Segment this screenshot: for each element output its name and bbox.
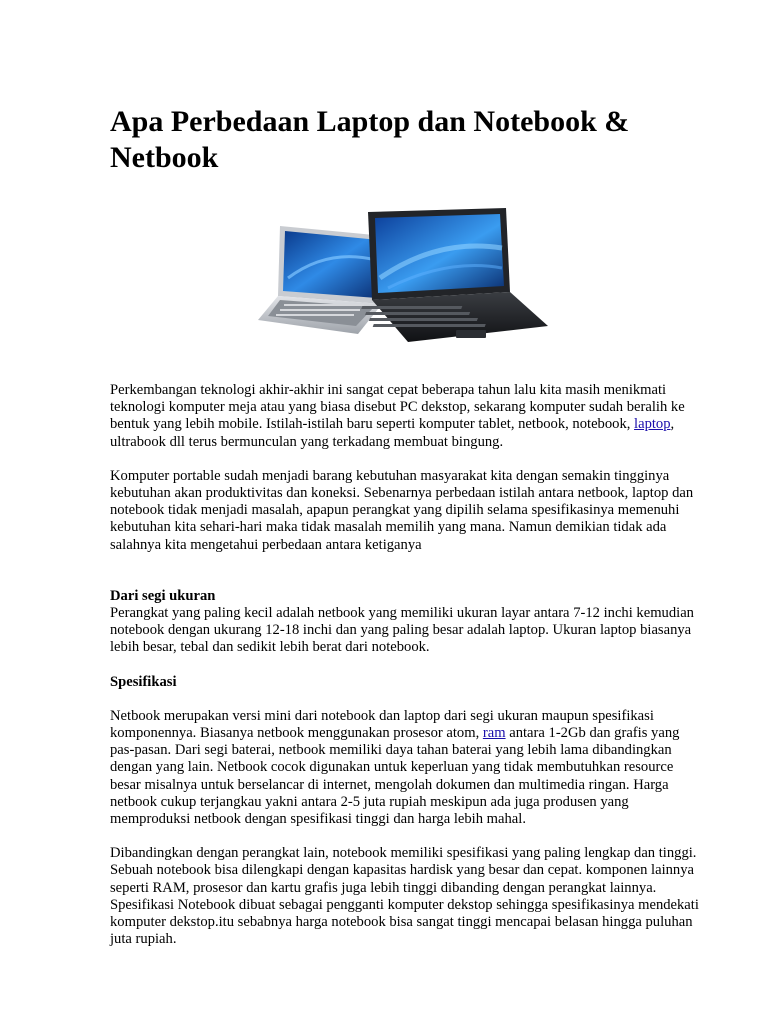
spec-heading: Spesifikasi (110, 673, 177, 690)
document-page (110, 104, 700, 948)
netbook-spec-paragraph (110, 708, 700, 828)
portable-paragraph: Komputer portable sudah menjadi barang kebutuhan masyarakat kita dengan semakin tingginya kebutuhan akan produktivitas dan koneksi. Sebenarnya perbedaan istilah antara netbook, laptop dan notebook tidak menjadi masalah, apapun perangkat yang dipilih selama spesifikasinya memenuhi kebutuhan kita sehari-hari maka tidak masalah memilih yang mana. Namun demikian tidak ada salahnya kita mengetahui perbedaan antara ketiganya (110, 467, 694, 553)
intro-text-after: , ultrabook dll terus bermunculan yang terkadang membuat bingung. (110, 416, 675, 450)
size-heading: Dari segi ukuran (110, 587, 216, 604)
netbook-text-before: Netbook merupakan versi mini dari notebook dan laptop dari segi ukuran maupun spesifikasi komponennya. Biasanya netbook menggunakan prosesor atom, (110, 707, 654, 742)
netbook-graphic (258, 226, 384, 334)
intro-paragraph (110, 382, 700, 451)
page-title: Apa Perbedaan Laptop dan Notebook & Netbook (110, 105, 630, 174)
ram-link[interactable]: ram (482, 725, 506, 742)
size-paragraph: Perangkat yang paling kecil adalah netbook yang memiliki ukuran layar antara 7-12 inchi kemudian notebook dengan ukurang 12-18 inchi dan yang paling besar adalah laptop. Ukuran laptop biasanya lebih besar, tebal dan sedikit lebih berat dari notebook. (110, 605, 694, 656)
notebook-spec-paragraph: Dibandingkan dengan perangkat lain, notebook memiliki spesifikasi yang paling lengkap dan tinggi. Sebuah notebook bisa dilengkapi dengan kapasitas hardisk yang besar dan cepat. komponen lainnya seperti RAM, prosesor dan kartu grafis juga lebih tinggi dibanding dengan perangkat lainnya. Spesifikasi Notebook dibuat sebagai pengganti komputer dekstop sehingga spesifikasinya mendekati komputer dekstop.itu sebabnya harga notebook bisa sangat tinggi mencapai belasan hingga puluhan juta rupiah. (110, 845, 699, 948)
intro-text-before: Perkembangan teknologi akhir-akhir ini sangat cepat beberapa tahun lalu kita masih menikmati teknologi komputer meja atau yang biasa disebut PC dekstop, sekarang komputer sudah beralih ke bentuk yang lebih mobile. Istilah-istilah baru seperti komputer tablet, netbook, notebook, (110, 382, 685, 433)
laptops-image (258, 208, 548, 348)
notebook-graphic (361, 208, 548, 342)
laptops-illustration (258, 208, 548, 348)
laptop-link[interactable]: laptop (634, 416, 671, 433)
netbook-text-after: antara 1-2Gb dan grafis yang pas-pasan. Dari segi baterai, netbook memiliki daya tahan baterai yang lebih lama dibandingkan dengan yang lain. Netbook cocok digunakan untuk keperluan yang tidak membutuhkan resource besar misalnya untuk berselancar di internet, mengolah dokumen dan multimedia ringan. Harga netbook cukup terjangkau yakni antara 2-5 juta rupiah meskipun ada juga produsen yang memproduksi netbook dengan spesifikasi tinggi dan harga lebih mahal. (110, 725, 680, 828)
